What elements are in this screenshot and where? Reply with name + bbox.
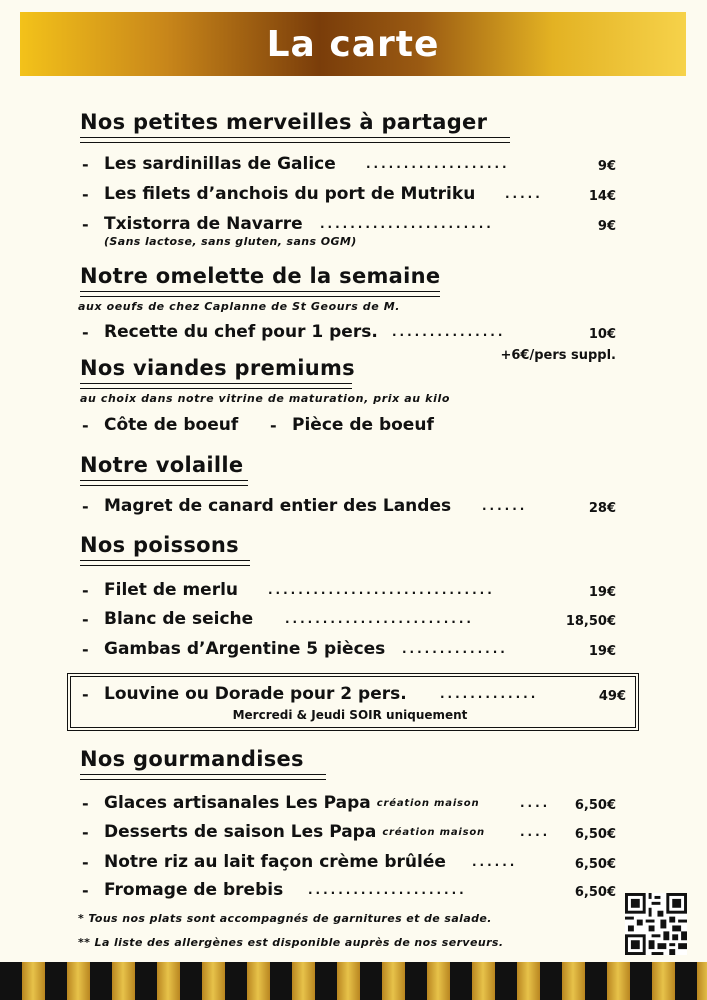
special-item [82, 682, 407, 706]
section-underline [80, 480, 248, 486]
bullet: - [82, 609, 89, 629]
special-note: Mercredi & Jeudi SOIR uniquement [232, 708, 468, 722]
bullet: - [82, 322, 89, 342]
footer-note: ** La liste des allergènes est disponible auprès de nos serveurs. [78, 936, 504, 949]
item-name: Fromage de brebis [104, 880, 284, 900]
section-title-gourmandises: Nos gourmandises [80, 747, 304, 771]
dot-leader: ..................... [308, 883, 467, 897]
item-name: Glaces artisanales Les Papa [104, 793, 371, 813]
menu-item [82, 413, 238, 437]
dot-leader: ...... [472, 855, 518, 869]
bullet: - [82, 684, 89, 704]
bullet: - [82, 639, 89, 659]
item-name: Les filets d’anchois du port de Mutriku [104, 184, 476, 204]
item-name: Recette du chef pour 1 pers. [104, 322, 378, 342]
bullet: - [82, 793, 89, 813]
section-underline [80, 137, 510, 143]
menu-item [82, 494, 451, 518]
menu-item [82, 152, 336, 176]
menu-item [82, 850, 446, 874]
bullet: - [82, 822, 89, 842]
item-name: Filet de merlu [104, 580, 239, 600]
item-tag: création maison [376, 797, 480, 809]
item-name: Txistorra de Navarre [104, 214, 303, 234]
bullet: - [82, 184, 89, 204]
dot-leader: ................... [366, 157, 510, 171]
section-subtitle: aux oeufs de chez Caplanne de St Geours de M. [78, 300, 401, 313]
dot-leader: .... [520, 825, 551, 839]
qr-code-icon[interactable] [625, 893, 687, 955]
menu-item [82, 212, 303, 236]
section-title-omelette: Notre omelette de la semaine [80, 264, 441, 288]
menu-item [82, 791, 479, 815]
item-price: 19€ [588, 644, 616, 659]
dot-leader: ....................... [320, 217, 494, 231]
item-name: Blanc de seiche [104, 609, 254, 629]
dot-leader: .............................. [268, 583, 495, 597]
item-price: 9€ [597, 159, 616, 174]
menu-item [270, 413, 434, 437]
section-title-partager: Nos petites merveilles à partager [80, 110, 488, 134]
item-price: 10€ [588, 327, 616, 342]
section-underline [80, 560, 250, 566]
item-name: Desserts de saison Les Papa [104, 822, 377, 842]
item-price: 6,50€ [574, 857, 616, 872]
dot-leader: .............. [402, 642, 508, 656]
section-underline [80, 383, 352, 389]
bullet: - [82, 415, 89, 435]
header-banner [20, 12, 686, 76]
item-name: Louvine ou Dorade pour 2 pers. [104, 684, 407, 704]
bullet: - [82, 214, 89, 234]
item-price: 6,50€ [574, 885, 616, 900]
dot-leader: ............... [392, 325, 506, 339]
menu-item [82, 878, 283, 902]
bullet: - [82, 154, 89, 174]
menu-item [82, 578, 238, 602]
bullet: - [270, 415, 277, 435]
item-extra-price: +6€/pers suppl. [500, 348, 616, 363]
decorative-stripes [0, 962, 707, 1000]
section-underline [80, 774, 326, 780]
item-name: Côte de boeuf [104, 415, 239, 435]
menu-item [82, 607, 253, 631]
item-price: 18,50€ [565, 614, 616, 629]
item-price: 6,50€ [574, 798, 616, 813]
item-name: Les sardinillas de Galice [104, 154, 336, 174]
menu-item [82, 182, 475, 206]
page-title: La carte [266, 23, 440, 65]
menu-item [82, 637, 385, 661]
item-price: 6,50€ [574, 827, 616, 842]
item-name: Gambas d’Argentine 5 pièces [104, 639, 386, 659]
item-price: 49€ [598, 689, 626, 704]
bullet: - [82, 880, 89, 900]
item-price: 9€ [597, 219, 616, 234]
footer-note: * Tous nos plats sont accompagnés de garnitures et de salade. [78, 912, 492, 925]
section-title-poissons: Nos poissons [80, 533, 239, 557]
dot-leader: .... [520, 796, 551, 810]
item-price: 19€ [588, 585, 616, 600]
dot-leader: ..... [505, 187, 543, 201]
menu-item [82, 820, 485, 844]
dot-leader: ......................... [285, 612, 474, 626]
dot-leader: ...... [482, 499, 528, 513]
item-name: Pièce de boeuf [292, 415, 434, 435]
bullet: - [82, 852, 89, 872]
item-tag: création maison [382, 826, 485, 838]
item-price: 28€ [588, 501, 616, 516]
bullet: - [82, 580, 89, 600]
section-subtitle: au choix dans notre vitrine de maturation, prix au kilo [80, 392, 450, 405]
dot-leader: ............. [440, 687, 539, 701]
section-title-viandes: Nos viandes premiums [80, 356, 355, 380]
section-underline [80, 291, 440, 297]
item-name: Notre riz au lait façon crème brûlée [104, 852, 446, 872]
section-title-volaille: Notre volaille [80, 453, 244, 477]
item-name: Magret de canard entier des Landes [104, 496, 452, 516]
bullet: - [82, 496, 89, 516]
item-note: (Sans lactose, sans gluten, sans OGM) [104, 235, 357, 248]
menu-item [82, 320, 378, 344]
item-price: 14€ [588, 189, 616, 204]
